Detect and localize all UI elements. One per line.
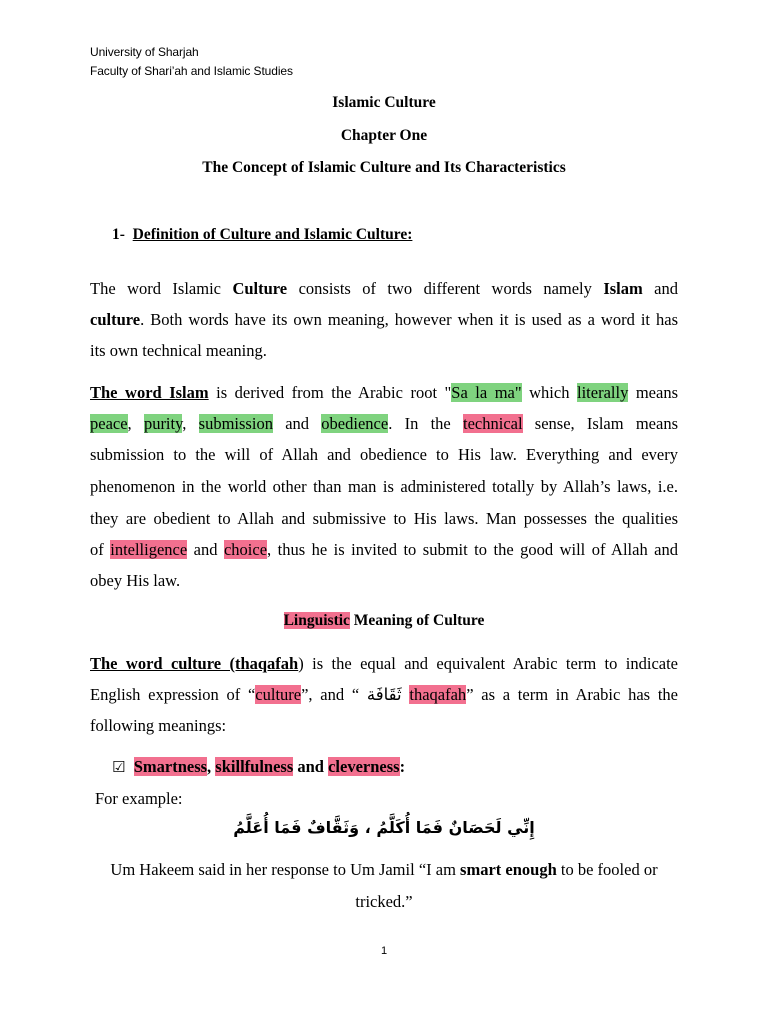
section-heading [112,226,412,244]
page-number: 1 [380,945,388,957]
text-line: obey His law. [90,571,181,590]
arabic-quote: إِنِّي لَحَصَانٌ فَمَا أُكَلَّمُ ، وَثَقَّافٌ فَمَا أُعَلَّمُ [233,818,535,837]
quote-line-2: tricked.” [355,892,413,911]
text-line: The word Islamic Culture consists of two different words namely Islam and [90,279,678,298]
text-line: The word Islam is derived from the Arabic root "Sa la ma" which literally means [90,383,678,402]
text-line: following meanings: [90,716,227,735]
text-line: The word culture (thaqafah) is the equal and equivalent Arabic term to indicate [90,654,678,673]
example-label: For example: [95,789,183,808]
course-title: Islamic Culture [332,94,436,111]
text-line: peace, purity, submission and obedience. In the technical sense, Islam means [90,414,678,433]
section-title: Definition of Culture and Islamic Culture: [132,226,413,243]
chapter-subject: The Concept of Islamic Culture and Its Characteristics [202,159,566,176]
chapter-title: Chapter One [340,127,428,144]
section-number: 1- [112,226,125,243]
text-line: culture. Both words have its own meaning, however when it is used as a word it has [90,310,678,329]
text-line: English expression of “culture”, and “ ثَقَافَة thaqafah” as a term in Arabic has the [90,685,678,704]
faculty-name: Faculty of Shari’ah and Islamic Studies [90,64,293,78]
text-line: its own technical meaning. [90,341,267,360]
quote-line-1: Um Hakeem said in her response to Um Jamil “I am smart enough to be fooled or [110,860,658,879]
university-name: University of Sharjah [90,45,199,59]
bullet-smartness: ☑ Smartness, skillfulness and cleverness: [112,757,406,776]
text-line: of intelligence and choice, thus he is invited to submit to the good will of Allah and [90,540,678,559]
text-line: phenomenon in the world other than man is administered totally by Allah’s laws, i.e. [90,477,678,496]
text-line: they are obedient to Allah and submissive to His laws. Man possesses the qualities [90,509,678,528]
checkbox-icon: ☑ [112,758,126,776]
linguistic-subheading: Linguistic Meaning of Culture [283,612,485,629]
text-line: submission to the will of Allah and obedience to His law. Everything and every [90,445,678,464]
